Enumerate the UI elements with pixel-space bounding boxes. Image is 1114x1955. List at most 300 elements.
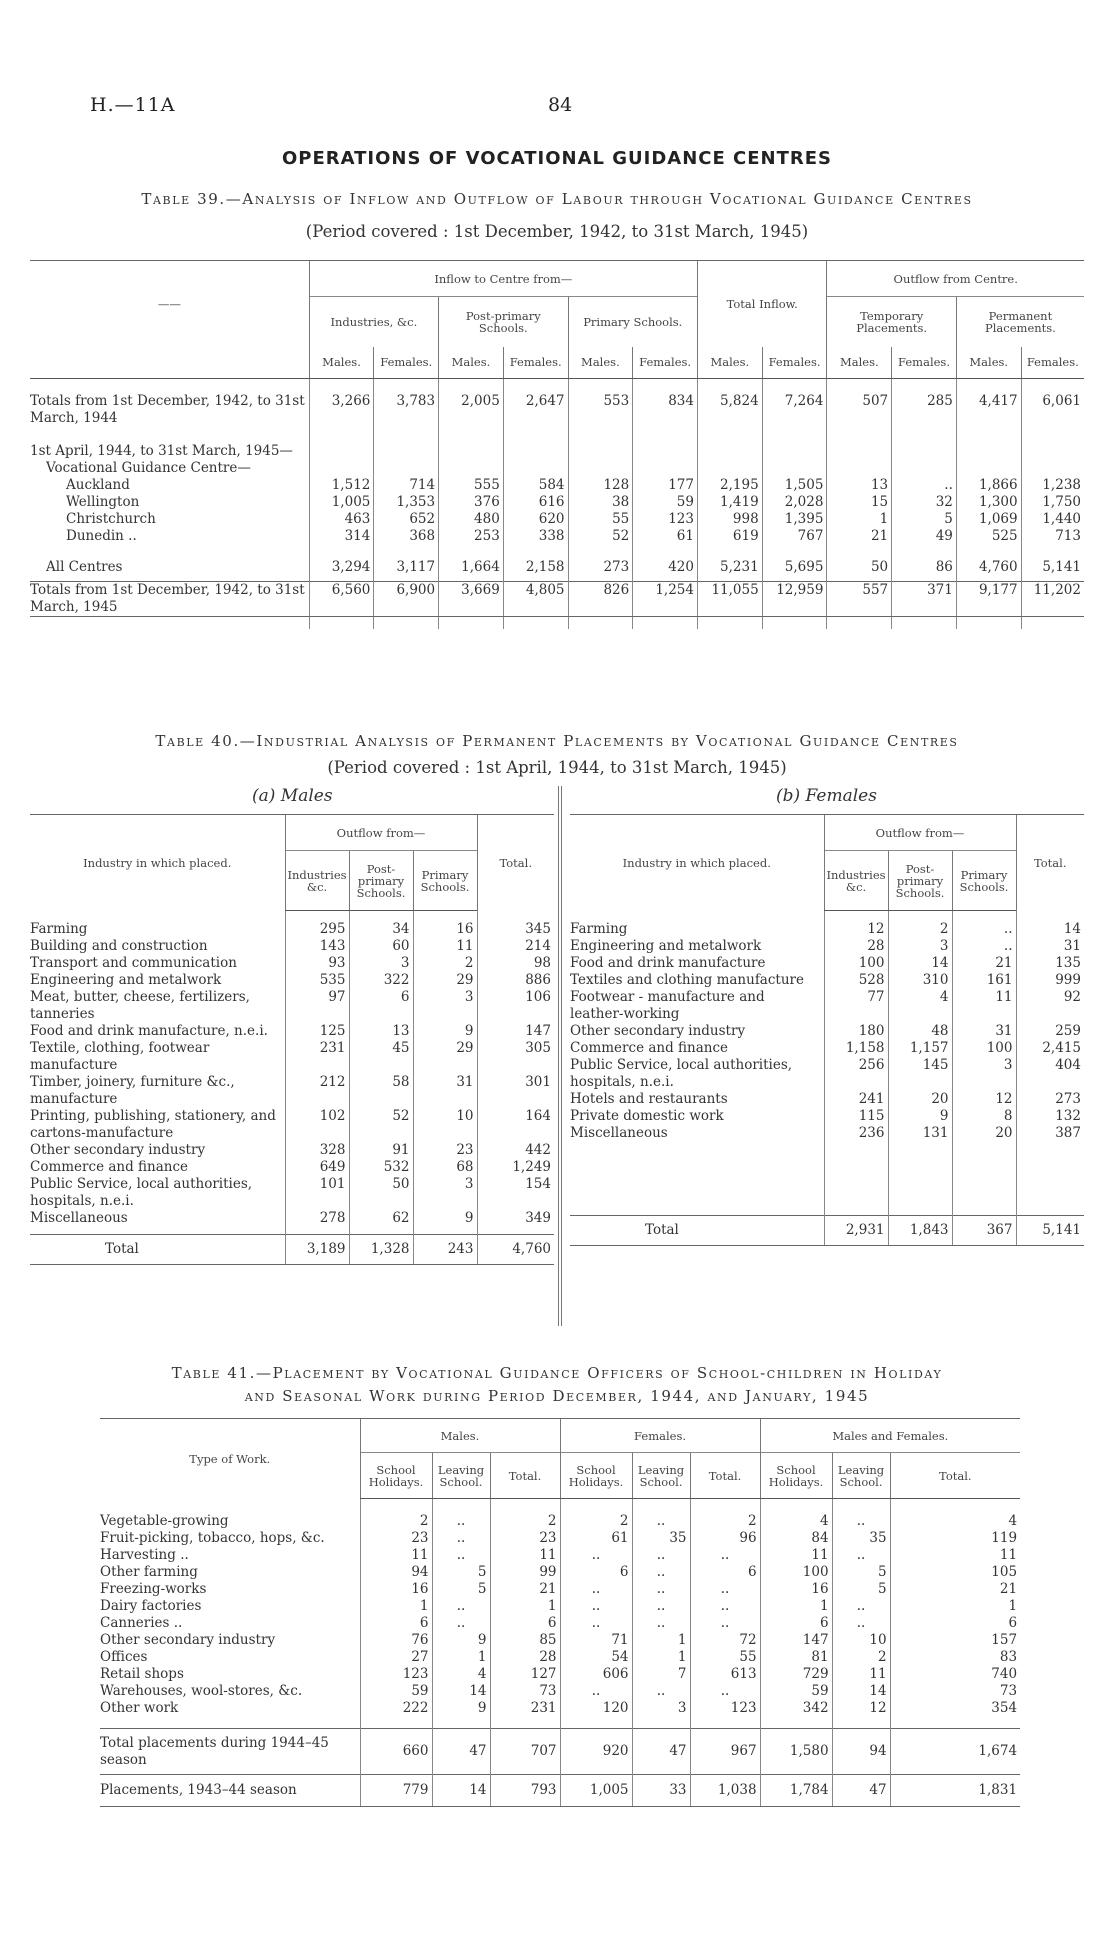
table41-cell: 11 [832, 1666, 890, 1683]
table39-cell [956, 443, 1021, 460]
table40-cell: .. [952, 921, 1016, 938]
table41-summary-cell: 1,580 [760, 1729, 832, 1775]
table40-row [570, 972, 1084, 989]
table40-total-cell: 5,141 [1016, 1216, 1084, 1246]
table41-cell: 120 [560, 1700, 632, 1717]
table41-cell: .. [432, 1530, 490, 1547]
table40-row-label: Public Service, local authorities, hospitals, n.e.i. [570, 1056, 793, 1090]
table39-cell: 285 [892, 393, 957, 427]
table39-cell [762, 443, 827, 460]
table39-males-header: Males. [439, 347, 504, 379]
spacer-cell [374, 545, 439, 559]
table41-cell: 7 [632, 1666, 690, 1683]
spacer-cell [697, 427, 762, 443]
table40-cell: 28 [824, 938, 888, 955]
row-spacer [570, 911, 1084, 921]
spacer-cell [432, 1717, 490, 1729]
spacer-cell [1016, 1142, 1084, 1216]
table41-cell: 61 [560, 1530, 632, 1547]
table40-cell: 999 [1016, 972, 1084, 989]
table41-cell: .. [832, 1513, 890, 1530]
table40-row-label: Public Service, local authorities, hospitals, n.e.i. [30, 1175, 253, 1209]
table41-cell: 5 [832, 1581, 890, 1598]
table40-cell: 147 [477, 1023, 554, 1040]
table40-cell: 34 [349, 921, 413, 938]
table40-males-col-post-primary: Post-primary Schools. [349, 851, 413, 911]
table41-cell: 21 [490, 1581, 560, 1598]
table39-cell: 525 [956, 528, 1021, 545]
table40-row-label: Textile, clothing, footwear manufacture [30, 1039, 210, 1073]
table40-cell: 9 [413, 1023, 477, 1040]
spacer-cell [827, 427, 892, 443]
table41-cell: 6 [890, 1615, 1020, 1632]
table39-cell [309, 443, 374, 460]
table41-cell: 1 [632, 1649, 690, 1666]
table39-males-header: Males. [827, 347, 892, 379]
table40-cell: 77 [824, 989, 888, 1023]
table41-row [100, 1513, 1020, 1530]
table39-cell: 52 [568, 528, 633, 545]
table39-cell: 59 [633, 494, 698, 511]
table39-cell: 2,647 [503, 393, 568, 427]
table41-summary-cell: 14 [432, 1775, 490, 1807]
table39-col-primary: Primary Schools. [568, 297, 697, 347]
table40-cell: 256 [824, 1057, 888, 1091]
spacer-cell [892, 379, 957, 393]
table40-row-label: Farming [570, 920, 628, 937]
table39-cell [309, 460, 374, 477]
table41-row-label: Fruit-picking, tobacco, hops, &c. [100, 1529, 325, 1546]
table41-title-line1: Table 41.—Placement by Vocational Guidance Officers of School-children in Holiday [171, 1364, 943, 1382]
table40-cell: 532 [349, 1159, 413, 1176]
spacer-cell [490, 1499, 560, 1513]
table41-col-leaving: Leaving School. [632, 1453, 690, 1499]
table41-summary-cell: 47 [832, 1775, 890, 1807]
table41-summary-cell: 1,674 [890, 1729, 1020, 1775]
table39-cell: 7,264 [762, 393, 827, 427]
table40-cell: 3 [413, 1176, 477, 1210]
spacer-cell [888, 1142, 952, 1216]
table39-cell: 1,395 [762, 511, 827, 528]
spacer-cell [30, 545, 309, 559]
table39-cell: 1,254 [633, 582, 698, 617]
table39-cell: 13 [827, 477, 892, 494]
spacer-cell [560, 1717, 632, 1729]
table39-cell: 3,266 [309, 393, 374, 427]
table40-cell: 2,415 [1016, 1040, 1084, 1057]
table39-cell [1021, 443, 1084, 460]
spacer-cell [827, 379, 892, 393]
spacer-cell [309, 545, 374, 559]
table41-cell: 100 [760, 1564, 832, 1581]
document-reference: H.—11A [90, 94, 176, 116]
spacer-cell [568, 617, 633, 629]
table39-col-industries: Industries, &c. [309, 297, 438, 347]
table39-row-label: Auckland [66, 476, 130, 493]
table39-cell [697, 443, 762, 460]
table40-cell: 131 [888, 1125, 952, 1142]
table40-cell: 132 [1016, 1108, 1084, 1125]
table40-cell: 1,158 [824, 1040, 888, 1057]
table41-cell: 2 [360, 1513, 432, 1530]
table40-cell: 6 [349, 989, 413, 1023]
spacer-cell [762, 617, 827, 629]
table39-cell: 5 [892, 511, 957, 528]
table41-cell: 12 [832, 1700, 890, 1717]
table39-males-header: Males. [568, 347, 633, 379]
table40-row-label: Timber, joinery, furniture &c., manufacture [30, 1073, 235, 1107]
table41-cell: .. [432, 1547, 490, 1564]
table41-cell: .. [560, 1683, 632, 1700]
table41-cell: 1 [632, 1632, 690, 1649]
table40-row-label: Private domestic work [570, 1107, 724, 1124]
table39-cell: .. [892, 477, 957, 494]
table41-cell: 354 [890, 1700, 1020, 1717]
table40-total-cell: 243 [413, 1235, 477, 1265]
table39-cell: 834 [633, 393, 698, 427]
table39-cell: 2,028 [762, 494, 827, 511]
table40-females-col-industries: Industries &c. [824, 851, 888, 911]
table41-summary-label: Total placements during 1944–45 season [100, 1729, 360, 1775]
table40-divider-inner [561, 786, 562, 1326]
table40-total-cell: 1,843 [888, 1216, 952, 1246]
table40-females-col-total: Total. [1016, 815, 1084, 911]
table39-row-label: Dunedin .. [66, 527, 137, 544]
table40-cell: 91 [349, 1142, 413, 1159]
table39-cell: 338 [503, 528, 568, 545]
table41-cell: .. [832, 1615, 890, 1632]
spacer-cell [633, 427, 698, 443]
spacer-cell [568, 427, 633, 443]
table41-cell: 1 [760, 1598, 832, 1615]
table40-row [570, 1057, 1084, 1091]
table40-total-label: Total [570, 1216, 824, 1246]
table41-cell: 4 [432, 1666, 490, 1683]
table41-cell: 85 [490, 1632, 560, 1649]
table41-cell: 1 [432, 1649, 490, 1666]
table40-cell: 14 [888, 955, 952, 972]
table41-prev-row [100, 1775, 1020, 1807]
table40-cell: 101 [285, 1176, 349, 1210]
table41-cell: 6 [560, 1564, 632, 1581]
table40-total-cell: 4,760 [477, 1235, 554, 1265]
table40-row [30, 1040, 554, 1074]
table41-cell: 16 [360, 1581, 432, 1598]
spacer-cell [374, 427, 439, 443]
table39-cell: 61 [633, 528, 698, 545]
spacer-cell [1016, 911, 1084, 921]
spacer-cell [956, 545, 1021, 559]
table39-cell: 3,783 [374, 393, 439, 427]
table41-cell: 147 [760, 1632, 832, 1649]
table41-cell: 6 [360, 1615, 432, 1632]
spacer-cell [892, 545, 957, 559]
table41-title-line2: and Seasonal Work during Period December, 1944, and January, 1945 [244, 1387, 870, 1405]
table41-col-holidays: School Holidays. [560, 1453, 632, 1499]
table40-cell: 164 [477, 1108, 554, 1142]
table40-row-label: Other secondary industry [30, 1141, 206, 1158]
table39-row [30, 393, 1084, 427]
table39-males-header: Males. [697, 347, 762, 379]
table41-col-leaving: Leaving School. [432, 1453, 490, 1499]
table40-cell: 50 [349, 1176, 413, 1210]
table41-cell: 4 [760, 1513, 832, 1530]
table41-cell: 83 [890, 1649, 1020, 1666]
table41-summary-cell: 1,038 [690, 1775, 760, 1807]
table39-cell: 1,238 [1021, 477, 1084, 494]
table40-row [30, 955, 554, 972]
table39-group-outflow: Outflow from Centre. [827, 261, 1084, 297]
table41-cell: 71 [560, 1632, 632, 1649]
table40-title: Table 40.—Industrial Analysis of Permanent Placements by Vocational Guidance Centres [155, 732, 959, 750]
table40-cell: 442 [477, 1142, 554, 1159]
table41-cell: .. [560, 1547, 632, 1564]
table41-row [100, 1547, 1020, 1564]
table40-cell: 3 [349, 955, 413, 972]
table39-row-label: Christchurch [66, 510, 156, 527]
table40-females [570, 814, 1084, 1246]
table41-col-leaving: Leaving School. [832, 1453, 890, 1499]
table39-cell: 1,440 [1021, 511, 1084, 528]
table39-cell: 253 [439, 528, 504, 545]
table39-cell: 123 [633, 511, 698, 528]
table39-cell [439, 443, 504, 460]
table39-sex-header-row [30, 347, 1084, 379]
table39-cell: 652 [374, 511, 439, 528]
table41-cell: 23 [490, 1530, 560, 1547]
table40-cell: 328 [285, 1142, 349, 1159]
table41-cell: 2 [690, 1513, 760, 1530]
table39-cell [697, 460, 762, 477]
table39-cell [892, 443, 957, 460]
table40-females-caption: (b) Females [776, 786, 877, 806]
table41-cell: .. [632, 1598, 690, 1615]
page-title: OPERATIONS OF VOCATIONAL GUIDANCE CENTRES [281, 148, 833, 169]
spacer-cell [832, 1717, 890, 1729]
table41-row [100, 1530, 1020, 1547]
table40-cell: 295 [285, 921, 349, 938]
table41-cell: .. [632, 1547, 690, 1564]
spacer-cell [827, 617, 892, 629]
table39-row [30, 443, 1084, 460]
table41-cell: 1 [490, 1598, 560, 1615]
table40-row-label: Printing, publishing, stationery, and cartons-manufacture [30, 1107, 276, 1141]
spacer-cell [30, 1227, 285, 1235]
table41-cell: 94 [360, 1564, 432, 1581]
table39-cell: 3,294 [309, 559, 374, 576]
table39-cell: 32 [892, 494, 957, 511]
table41-row-label: Other work [100, 1699, 179, 1716]
table41-cell: 10 [832, 1632, 890, 1649]
spacer-cell [477, 1227, 554, 1235]
table39-cell: 1,005 [309, 494, 374, 511]
spacer-cell [360, 1499, 432, 1513]
table39-cell: 616 [503, 494, 568, 511]
table39-cell: 2,005 [439, 393, 504, 427]
table39-cell: 6,560 [309, 582, 374, 617]
spacer-cell [1021, 545, 1084, 559]
spacer-cell [360, 1717, 432, 1729]
table39-males-header: Males. [956, 347, 1021, 379]
table41-cell: 96 [690, 1530, 760, 1547]
table41-cell: 5 [432, 1581, 490, 1598]
table40-row [30, 1108, 554, 1142]
table41-cell: 123 [690, 1700, 760, 1717]
table41-summary-cell: 1,831 [890, 1775, 1020, 1807]
table41-summary-cell: 967 [690, 1729, 760, 1775]
spacer-cell [490, 1717, 560, 1729]
table41-col-total: Total. [890, 1453, 1020, 1499]
table39-cell: 49 [892, 528, 957, 545]
table39-cell: 555 [439, 477, 504, 494]
table39-cell: 619 [697, 528, 762, 545]
spacer-cell [439, 379, 504, 393]
table41-cell: 5 [432, 1564, 490, 1581]
spacer-cell [1021, 379, 1084, 393]
table40-row-label: Transport and communication [30, 954, 237, 971]
spacer-cell [1021, 427, 1084, 443]
table41-cell: 11 [360, 1547, 432, 1564]
table39-cell: 1,069 [956, 511, 1021, 528]
table40-cell: 20 [952, 1125, 1016, 1142]
table41-summary-cell: 779 [360, 1775, 432, 1807]
spacer-cell [439, 617, 504, 629]
table40-cell: 1,157 [888, 1040, 952, 1057]
row-spacer [30, 379, 1084, 393]
table41-cell: 73 [490, 1683, 560, 1700]
table39-cell: 86 [892, 559, 957, 576]
table39-females-header: Females. [892, 347, 957, 379]
table39 [30, 260, 1084, 629]
table41-cell: 27 [360, 1649, 432, 1666]
table41-col-total: Total. [690, 1453, 760, 1499]
table40-row [30, 1142, 554, 1159]
table40-row [30, 1159, 554, 1176]
table41-summary-cell: 33 [632, 1775, 690, 1807]
table39-cell: 21 [827, 528, 892, 545]
table41-cell: 740 [890, 1666, 1020, 1683]
table40-cell: 214 [477, 938, 554, 955]
table40-cell: 180 [824, 1023, 888, 1040]
table41-row [100, 1564, 1020, 1581]
table40-cell: 649 [285, 1159, 349, 1176]
table39-cell [827, 443, 892, 460]
table39-cell: 38 [568, 494, 633, 511]
table41-cell: 9 [432, 1632, 490, 1649]
table40-cell: 345 [477, 921, 554, 938]
table40-row-label: Meat, butter, cheese, fertilizers, tanneries [30, 988, 250, 1022]
table40-cell: 154 [477, 1176, 554, 1210]
table39-cell: 998 [697, 511, 762, 528]
table39-cell: 371 [892, 582, 957, 617]
table39-cell [374, 443, 439, 460]
table40-cell: 259 [1016, 1023, 1084, 1040]
table41-row-label: Warehouses, wool-stores, &c. [100, 1682, 303, 1699]
spacer-cell [892, 427, 957, 443]
spacer-cell [413, 1227, 477, 1235]
table39-cell: 1,353 [374, 494, 439, 511]
table41-cell: 1 [360, 1598, 432, 1615]
spacer-cell [349, 911, 413, 921]
table40-row [570, 1091, 1084, 1108]
table41-summary-cell: 94 [832, 1729, 890, 1775]
table41-cell: 76 [360, 1632, 432, 1649]
table39-cell: 557 [827, 582, 892, 617]
table41-cell: 59 [760, 1683, 832, 1700]
spacer-cell [570, 1142, 824, 1216]
table39-cell [956, 460, 1021, 477]
table40-row-label: Hotels and restaurants [570, 1090, 728, 1107]
table40-cell: 236 [824, 1125, 888, 1142]
table39-females-header: Females. [503, 347, 568, 379]
table39-row-label: All Centres [46, 558, 123, 575]
table39-cell [568, 460, 633, 477]
table41-cell: .. [632, 1564, 690, 1581]
table40-row [30, 1210, 554, 1227]
table40-row [570, 1108, 1084, 1125]
table41-summary-cell: 660 [360, 1729, 432, 1775]
table40-cell: 241 [824, 1091, 888, 1108]
table39-cell: 368 [374, 528, 439, 545]
table41-cell: 6 [690, 1564, 760, 1581]
table39-row-label: Totals from 1st December, 1942, to 31st March, 1944 [30, 392, 305, 426]
table40-cell: 62 [349, 1210, 413, 1227]
table41-row [100, 1598, 1020, 1615]
spacer-cell [100, 1717, 360, 1729]
table41-cell: .. [560, 1581, 632, 1598]
table39-cell: 1,866 [956, 477, 1021, 494]
table40-divider [558, 786, 559, 1326]
table40-cell: 273 [1016, 1091, 1084, 1108]
table40-cell: 92 [1016, 989, 1084, 1023]
table41-cell: 6 [490, 1615, 560, 1632]
table39-cell: 1,750 [1021, 494, 1084, 511]
spacer-cell [503, 545, 568, 559]
table40-row [570, 1125, 1084, 1142]
spacer-cell [568, 379, 633, 393]
table39-cell: 12,959 [762, 582, 827, 617]
table40-cell: 14 [1016, 921, 1084, 938]
table40-row-label: Other secondary industry [570, 1022, 746, 1039]
row-spacer [570, 1142, 1084, 1216]
table40-cell: 8 [952, 1108, 1016, 1125]
table40-period: (Period covered : 1st April, 1944, to 31st March, 1945) [327, 758, 787, 777]
table39-cell: 5,231 [697, 559, 762, 576]
table39-row [30, 460, 1084, 477]
table39-males-header: Males. [309, 347, 374, 379]
table41-row-label: Dairy factories [100, 1597, 202, 1614]
table41-cell: .. [690, 1683, 760, 1700]
table40-cell: 45 [349, 1040, 413, 1074]
table41-cell: 73 [890, 1683, 1020, 1700]
spacer-cell [30, 427, 309, 443]
table40-males-col-total: Total. [477, 815, 554, 911]
table40-cell: 31 [1016, 938, 1084, 955]
table39-cell: 177 [633, 477, 698, 494]
table41-cell: 54 [560, 1649, 632, 1666]
table41-cell: 3 [632, 1700, 690, 1717]
spacer-cell [824, 1142, 888, 1216]
table39-cell: 4,805 [503, 582, 568, 617]
table40-females-col-industry: Industry in which placed. [570, 815, 824, 911]
spacer-cell [503, 617, 568, 629]
table40-cell: 125 [285, 1023, 349, 1040]
table40-row [30, 1023, 554, 1040]
table39-cell [633, 443, 698, 460]
table39-females-header: Females. [1021, 347, 1084, 379]
table40-cell: 301 [477, 1074, 554, 1108]
row-spacer [30, 1227, 554, 1235]
